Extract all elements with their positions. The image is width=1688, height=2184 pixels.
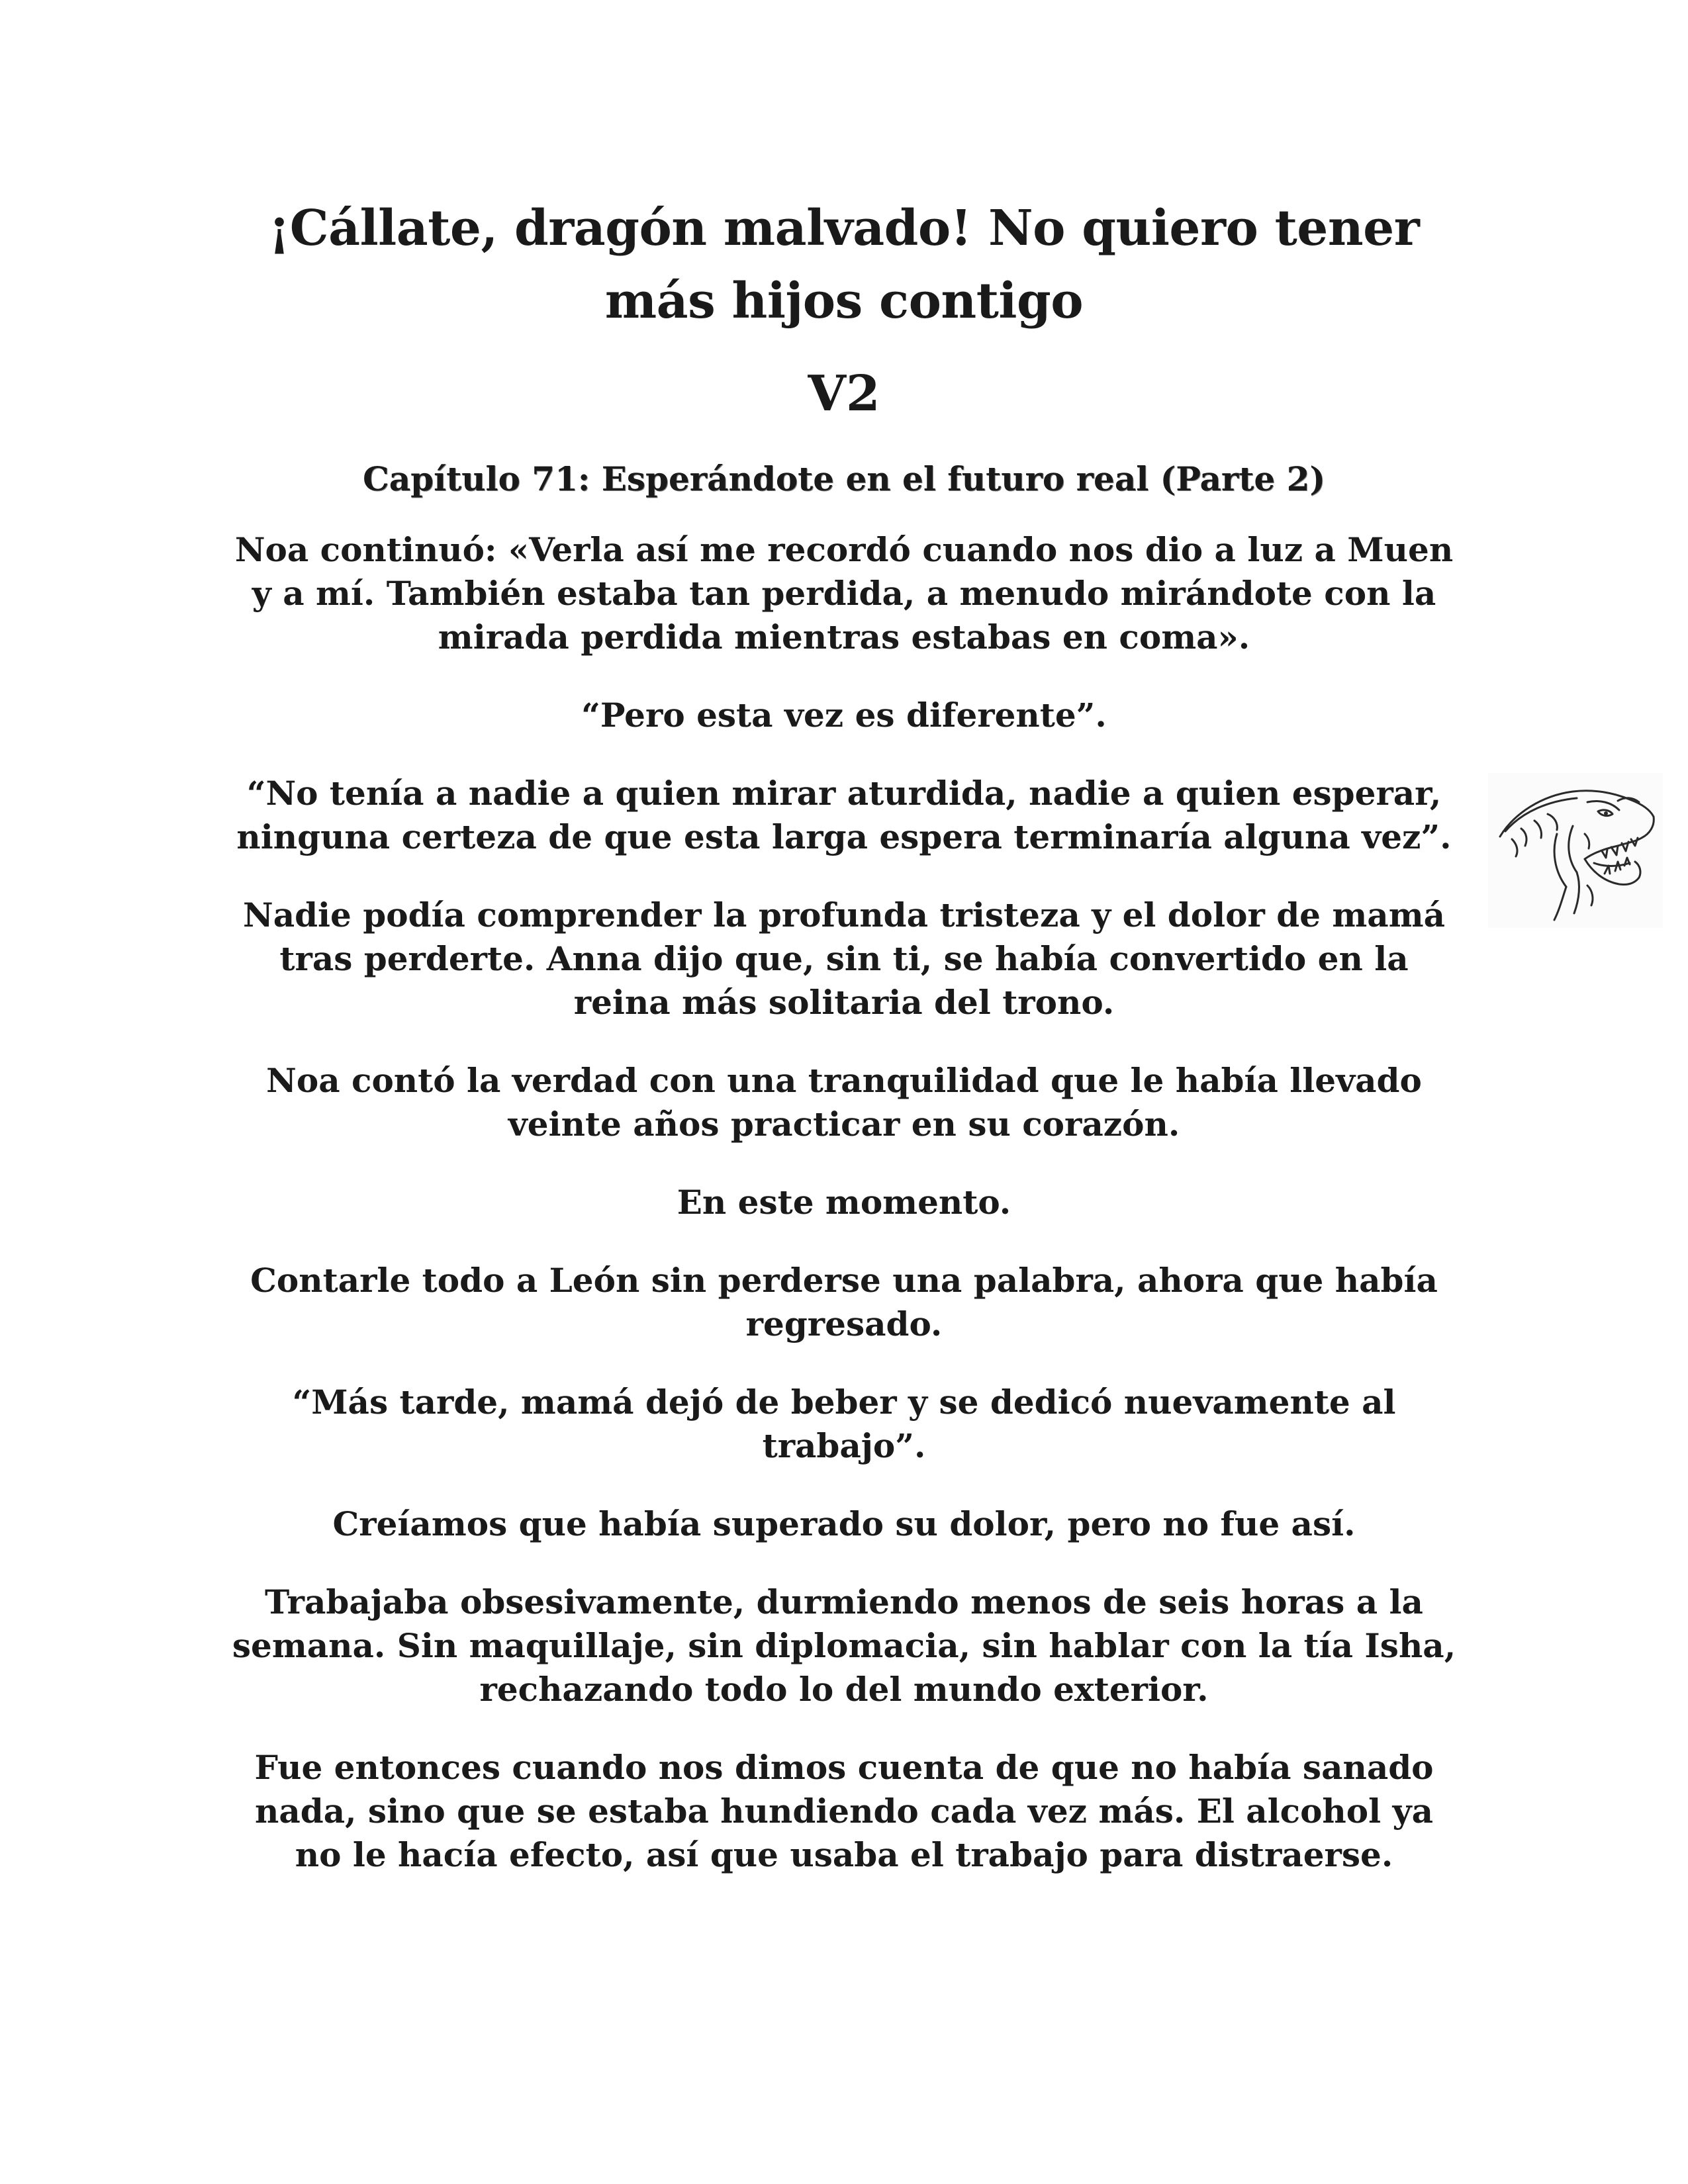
document-body [218, 192, 1470, 1877]
paragraph: “Pero esta vez es diferente”. [581, 696, 1107, 735]
paragraph: Trabajaba obsesivamente, durmiendo menos de seis horas a la semana. Sin maquillaje, sin diplomacia, sin hablar con la tía Isha, rechazando todo lo del mundo exterior. [232, 1582, 1456, 1709]
paragraph: “Más tarde, mamá dejó de beber y se dedicó nuevamente al trabajo”. [292, 1383, 1396, 1465]
volume-label: V2 [808, 365, 880, 422]
paragraph: Noa contó la verdad con una tranquilidad que le había llevado veinte años practicar en su corazón. [266, 1061, 1422, 1144]
paragraph: Contarle todo a León sin perderse una palabra, ahora que había regresado. [250, 1261, 1438, 1343]
book-title: ¡Cállate, dragón malvado! No quiero tener más hijos contigo [268, 200, 1420, 330]
dragon-head-sketch-icon [1488, 773, 1663, 928]
paragraph: Nadie podía comprender la profunda tristeza y el dolor de mamá tras perderte. Anna dijo que, sin ti, se había convertido en la reina más solitaria del trono. [242, 895, 1445, 1022]
paragraph: Creíamos que había superado su dolor, pero no fue así. [332, 1504, 1356, 1543]
paragraph: Fue entonces cuando nos dimos cuenta de que no había sanado nada, sino que se estaba hundiendo cada vez más. El alcohol ya no le hacía efecto, así que usaba el trabajo para distraerse. [254, 1748, 1434, 1874]
paragraph: Noa continuó: «Verla así me recordó cuando nos dio a luz a Muen y a mí. También estaba tan perdida, a menudo mirándote con la mirada perdida mientras estabas en coma». [234, 530, 1454, 657]
paragraph: “No tenía a nadie a quien mirar aturdida, nadie a quien esperar, ninguna certeza de que esta larga espera terminaría alguna vez”. [236, 774, 1452, 856]
paragraph: En este momento. [677, 1183, 1011, 1222]
chapter-heading: Capítulo 71: Esperándote en el futuro real (Parte 2) [362, 459, 1326, 498]
